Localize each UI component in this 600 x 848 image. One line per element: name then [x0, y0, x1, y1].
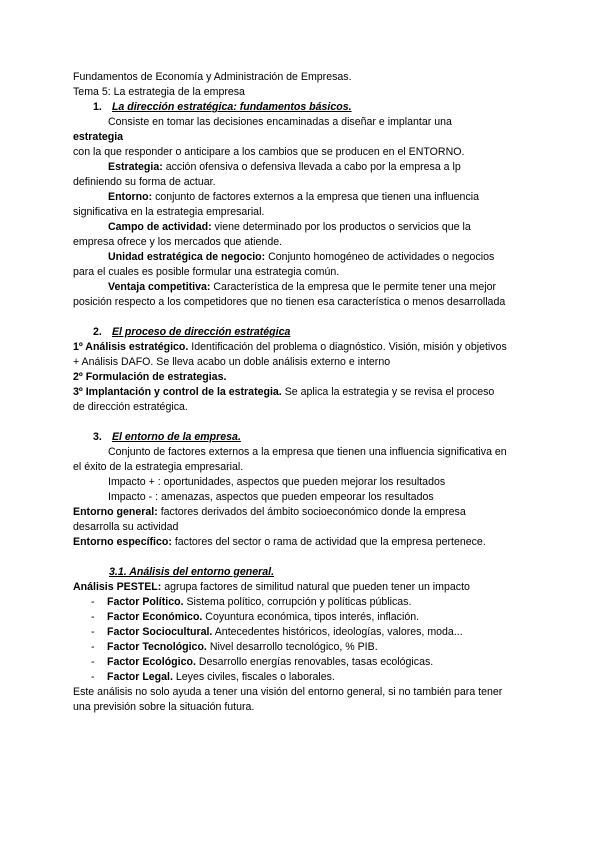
def-campo-term: Campo de actividad: — [108, 221, 212, 233]
section-1-title: La dirección estratégica: fundamentos básicos. — [111, 101, 352, 113]
step-2-title: 2º Formulación de estrategias. — [73, 371, 227, 383]
step-1-title: 1º Análisis estratégico. — [73, 341, 189, 353]
entorno-general-text: factores derivados del ámbito socioeconómico donde la empresa — [157, 506, 466, 518]
def-entorno-cont: significativa en la estrategia empresarial. — [73, 206, 265, 218]
section-1-number: 1. — [93, 101, 102, 113]
s1-intro-line3: con la que responder o anticipare a los cambios que se producen en el ENTORNO. — [73, 146, 465, 158]
pestel-text: agrupa factores de similitud natural que pueden tener un impacto — [161, 581, 470, 593]
factor-text: Coyuntura económica, tipos interés, inflación. — [202, 611, 420, 623]
document-page — [73, 70, 533, 715]
section-2-heading — [73, 325, 533, 340]
factor-text: Antecedentes históricos, ideologías, valores, moda... — [212, 626, 463, 638]
list-item — [73, 625, 533, 640]
factor-title: Factor Sociocultural. — [107, 626, 213, 638]
list-item — [73, 655, 533, 670]
impact-positive: Impacto + : oportunidades, aspectos que pueden mejorar los resultados — [108, 476, 446, 488]
section-3-1-heading — [73, 565, 533, 580]
entorno-general-term: Entorno general: — [73, 506, 158, 518]
factor-text: Desarrollo energías renovables, tasas ecológicas. — [195, 656, 434, 668]
def-unidad — [73, 250, 533, 265]
def-campo-cont: empresa ofrece y los mercados que atiende. — [73, 236, 283, 248]
course-title: Fundamentos de Economía y Administración de Empresas. — [73, 71, 352, 83]
def-estrategia — [73, 160, 533, 175]
s3-intro-line2: el éxito de la estrategia empresarial. — [73, 461, 244, 473]
list-item — [73, 670, 533, 685]
factor-text: Nivel desarrollo tecnológico, % PIB. — [206, 641, 378, 653]
def-entorno — [73, 190, 533, 205]
topic-title: Tema 5: La estrategia de la empresa — [73, 86, 245, 98]
def-unidad-text: Conjunto homogéneo de actividades o negocios — [265, 251, 495, 263]
def-ventaja-cont: posición respecto a los competidores que no tienen esa característica o menos desarrollada — [73, 296, 506, 308]
list-item — [73, 640, 533, 655]
list-item — [73, 610, 533, 625]
section-3-1-title: 3.1. Análisis del entorno general. — [109, 566, 275, 578]
list-item — [73, 595, 533, 610]
section-2-title: El proceso de dirección estratégica — [111, 326, 291, 338]
step-1-text: Identificación del problema o diagnóstico. Visión, misión y objetivos — [188, 341, 507, 353]
factor-text: Sistema político, corrupción y políticas públicas. — [183, 596, 412, 608]
pestel-intro — [73, 580, 533, 595]
factor-title: Factor Político. — [107, 596, 184, 608]
s3-intro-line1: Conjunto de factores externos a la empresa que tienen una influencia significativa en — [108, 446, 507, 458]
closing-line1: Este análisis no solo ayuda a tener una visión del entorno general, si no también para tener — [73, 686, 503, 698]
s1-intro-line1 — [73, 115, 533, 130]
entorno-especifico-term: Entorno específico: — [73, 536, 172, 548]
step-2 — [73, 370, 533, 385]
closing-line2: una previsión sobre la situación futura. — [73, 701, 255, 713]
def-entorno-text: conjunto de factores externos a la empresa que tienen una influencia — [152, 191, 479, 203]
factor-title: Factor Legal. — [107, 671, 173, 683]
entorno-especifico-text: factores del sector o rama de actividad que la empresa pertenece. — [171, 536, 486, 548]
section-1-heading — [73, 100, 533, 115]
step-1 — [73, 340, 533, 355]
factor-title: Factor Tecnológico. — [107, 641, 207, 653]
def-estrategia-term: Estrategia: — [108, 161, 163, 173]
factor-title: Factor Económico. — [107, 611, 203, 623]
step-3-text: Se aplica la estrategia y se revisa el proceso — [281, 386, 495, 398]
spacer — [73, 550, 533, 565]
entorno-general — [73, 505, 533, 520]
def-estrategia-cont: definiendo su forma de actuar. — [73, 176, 216, 188]
def-campo — [73, 220, 533, 235]
def-unidad-term: Unidad estratégica de negocio: — [108, 251, 266, 263]
step-3-cont: de dirección estratégica. — [73, 401, 188, 413]
def-entorno-term: Entorno: — [108, 191, 153, 203]
def-ventaja-text: Característica de la empresa que le permite tener una mejor — [210, 281, 497, 293]
step-3-title: 3º Implantación y control de la estrategia. — [73, 386, 282, 398]
s1-intro-text: Consiste en tomar las decisiones encaminadas a diseñar e implantar una — [108, 116, 452, 128]
step-3 — [73, 385, 533, 400]
spacer — [73, 415, 533, 430]
section-3-number: 3. — [93, 431, 102, 443]
section-3-title: El entorno de la empresa. — [111, 431, 241, 443]
factor-text: Leyes civiles, fiscales o laborales. — [172, 671, 335, 683]
def-ventaja — [73, 280, 533, 295]
entorno-especifico — [73, 535, 533, 550]
def-unidad-cont: para el cuales es posible formular una estrategia común. — [73, 266, 340, 278]
pestel-factor-list — [73, 595, 533, 685]
def-ventaja-term: Ventaja competitiva: — [108, 281, 211, 293]
entorno-general-cont: desarrolla su actividad — [73, 521, 179, 533]
step-1-cont: + Análisis DAFO. Se lleva acabo un doble análisis externo e interno — [73, 356, 391, 368]
def-campo-text: viene determinado por los productos o servicios que la — [211, 221, 471, 233]
section-3-heading — [73, 430, 533, 445]
s1-intro-keyword: estrategia — [73, 131, 124, 143]
def-estrategia-text: acción ofensiva o defensiva llevada a cabo por la empresa a lp — [162, 161, 461, 173]
impact-negative: Impacto - : amenazas, aspectos que pueden empeorar los resultados — [108, 491, 434, 503]
spacer — [73, 310, 533, 325]
section-2-number: 2. — [93, 326, 102, 338]
pestel-term: Análisis PESTEL: — [73, 581, 162, 593]
s1-intro-line2 — [73, 130, 533, 145]
factor-title: Factor Ecológico. — [107, 656, 196, 668]
